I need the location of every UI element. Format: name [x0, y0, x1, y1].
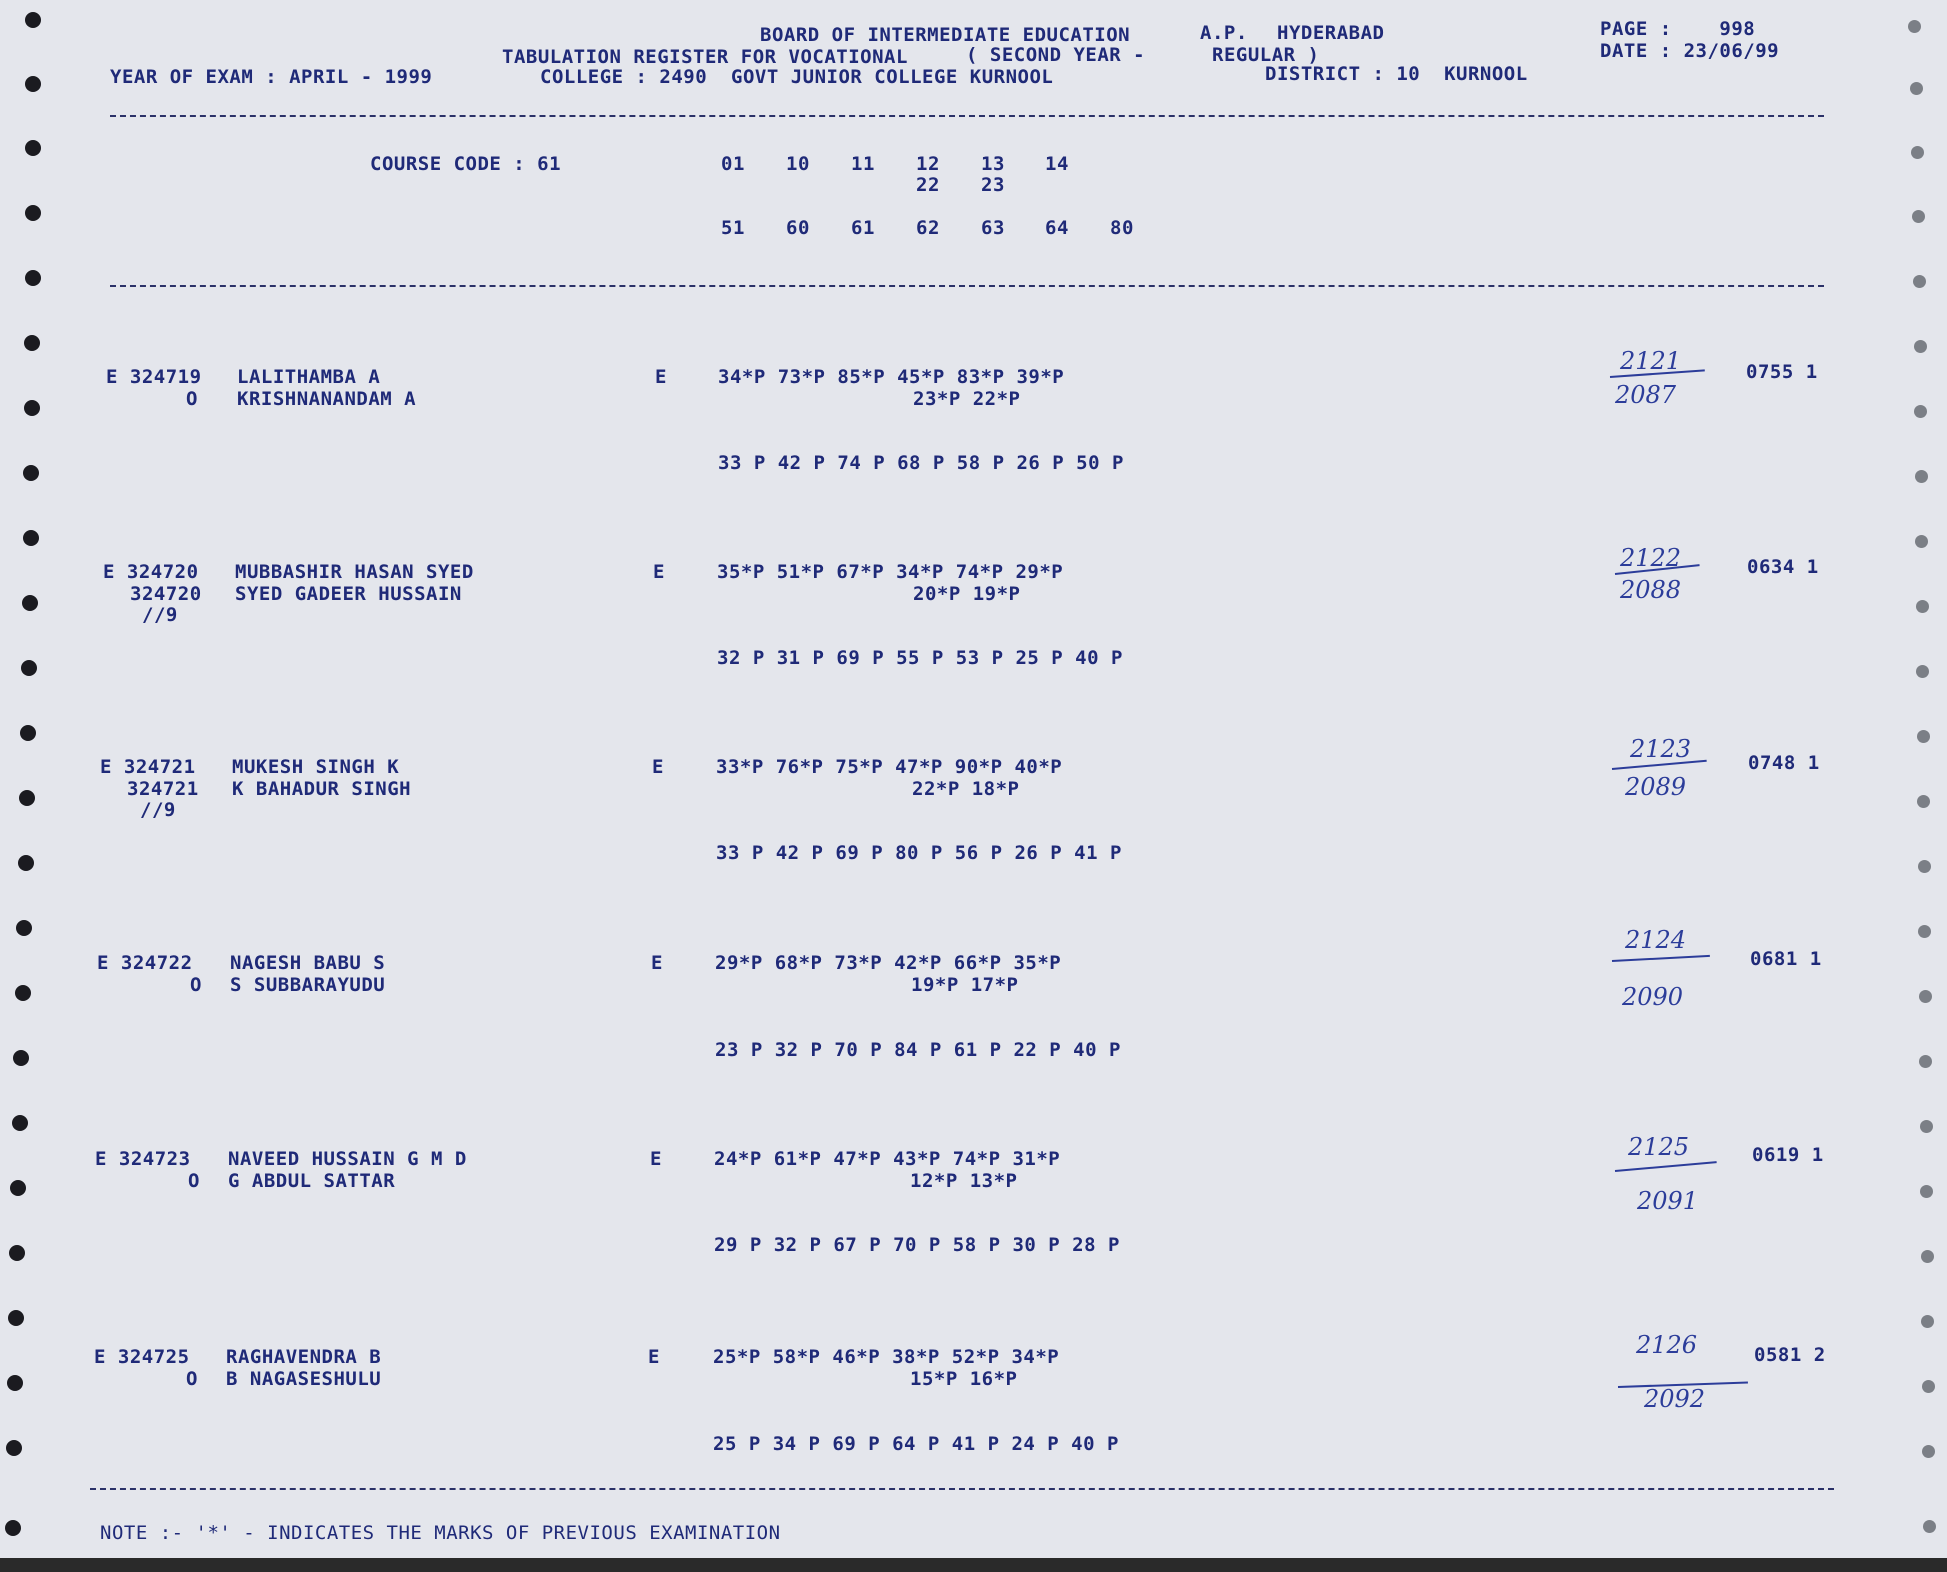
medium: E: [651, 952, 663, 974]
feed-hole: [1923, 1520, 1936, 1533]
student-name: NAVEED HUSSAIN G M D: [228, 1148, 467, 1170]
marks-line-1: 25*P 58*P 46*P 38*P 52*P 34*P: [713, 1346, 1060, 1368]
feed-hole: [1920, 1185, 1933, 1198]
handwritten-top: 2121: [1620, 347, 1682, 375]
feed-hole: [1914, 340, 1927, 353]
marks-line-2: 20*P 19*P: [913, 583, 1021, 605]
code: 51: [721, 217, 745, 239]
feed-hole: [12, 1115, 28, 1131]
feed-hole: [7, 1375, 23, 1391]
marks-line-2: 15*P 16*P: [910, 1368, 1018, 1390]
marks-line-2: 22*P 18*P: [912, 778, 1020, 800]
handwritten-top: 2126: [1636, 1331, 1698, 1359]
feed-hole: [25, 12, 41, 28]
print-date: DATE : 23/06/99: [1600, 40, 1780, 62]
marks-line-1: 33*P 76*P 75*P 47*P 90*P 40*P: [716, 756, 1063, 778]
code: 60: [786, 217, 810, 239]
register-title: TABULATION REGISTER FOR VOCATIONAL: [502, 46, 908, 68]
handwritten-fraction-line: [1612, 955, 1710, 962]
feed-hole: [16, 920, 32, 936]
feed-hole: [1917, 795, 1930, 808]
feed-hole: [1920, 1120, 1933, 1133]
feed-hole: [1914, 405, 1927, 418]
feed-hole: [18, 855, 34, 871]
feed-hole: [25, 140, 41, 156]
marks-line-3: 32 P 31 P 69 P 55 P 53 P 25 P 40 P: [717, 647, 1123, 669]
medium: E: [655, 366, 667, 388]
code: 62: [916, 217, 940, 239]
feed-hole: [22, 595, 38, 611]
code: 11: [851, 153, 875, 175]
handwritten-top: 2125: [1628, 1133, 1690, 1161]
marks-line-1: 34*P 73*P 85*P 45*P 83*P 39*P: [718, 366, 1065, 388]
handwritten-top: 2122: [1620, 544, 1682, 572]
handwritten-top: 2124: [1625, 926, 1687, 954]
extra-note: //9: [140, 799, 176, 821]
code: 80: [1110, 217, 1134, 239]
sub-number: O: [186, 1368, 198, 1390]
student-record: [0, 1133, 1947, 1268]
handwritten-bottom: 2091: [1637, 1187, 1699, 1215]
student-name: RAGHAVENDRA B: [226, 1346, 382, 1368]
regular-label: REGULAR ): [1212, 44, 1320, 66]
marks-line-2: 12*P 13*P: [910, 1170, 1018, 1192]
feed-hole: [1919, 1055, 1932, 1068]
feed-hole: [1921, 1315, 1934, 1328]
feed-hole: [1915, 535, 1928, 548]
feed-hole: [1913, 275, 1926, 288]
code: 13: [981, 153, 1005, 175]
sub-number: O: [186, 388, 198, 410]
course-divider: [110, 285, 1824, 287]
feed-hole: [1910, 82, 1923, 95]
feed-hole: [1918, 925, 1931, 938]
student-record: [0, 347, 1947, 486]
marks-line-3: 33 P 42 P 74 P 68 P 58 P 26 P 50 P: [718, 452, 1124, 474]
parent-name: SYED GADEER HUSSAIN: [235, 583, 462, 605]
parent-name: B NAGASESHULU: [226, 1368, 382, 1390]
board-title: BOARD OF INTERMEDIATE EDUCATION: [760, 24, 1131, 46]
roll-number: E 324723: [95, 1148, 191, 1170]
feed-hole: [25, 205, 41, 221]
medium: E: [650, 1148, 662, 1170]
marks-line-3: 29 P 32 P 67 P 70 P 58 P 30 P 28 P: [714, 1234, 1120, 1256]
feed-hole: [1915, 470, 1928, 483]
roll-number: E 324719: [106, 366, 202, 388]
code: 64: [1045, 217, 1069, 239]
extra-note: //9: [142, 604, 178, 626]
total-result: 0681 1: [1750, 948, 1822, 970]
code: 23: [981, 174, 1005, 196]
feed-hole: [1921, 1250, 1934, 1263]
medium: E: [653, 561, 665, 583]
feed-hole: [1916, 600, 1929, 613]
total-result: 0581 2: [1754, 1344, 1826, 1366]
feed-hole: [10, 1180, 26, 1196]
marks-line-3: 25 P 34 P 69 P 64 P 41 P 24 P 40 P: [713, 1433, 1119, 1455]
roll-number: E 324720: [103, 561, 199, 583]
roll-number: E 324725: [94, 1346, 190, 1368]
medium: E: [652, 756, 664, 778]
feed-hole: [6, 1440, 22, 1456]
year-type: ( SECOND YEAR -: [966, 44, 1146, 66]
code: 14: [1045, 153, 1069, 175]
feed-hole: [24, 335, 40, 351]
feed-hole: [5, 1520, 21, 1536]
feed-hole: [1919, 990, 1932, 1003]
parent-name: K BAHADUR SINGH: [232, 778, 412, 800]
code: 12: [916, 153, 940, 175]
feed-hole: [9, 1245, 25, 1261]
marks-line-3: 23 P 32 P 70 P 84 P 61 P 22 P 40 P: [715, 1039, 1121, 1061]
code: 61: [851, 217, 875, 239]
feed-hole: [1922, 1445, 1935, 1458]
college-info: COLLEGE : 2490 GOVT JUNIOR COLLEGE KURNOOL: [540, 66, 1054, 88]
feed-hole: [1911, 146, 1924, 159]
feed-hole: [21, 660, 37, 676]
feed-hole: [8, 1310, 24, 1326]
feed-hole: [19, 790, 35, 806]
marks-line-1: 29*P 68*P 73*P 42*P 66*P 35*P: [715, 952, 1062, 974]
parent-name: KRISHNANANDAM A: [237, 388, 417, 410]
roll-number: E 324721: [100, 756, 196, 778]
marks-line-2: 19*P 17*P: [911, 974, 1019, 996]
student-record: [0, 544, 1947, 681]
course-code-label: COURSE CODE : 61: [370, 153, 562, 175]
page-bottom-edge: [0, 1558, 1947, 1572]
feed-hole: [15, 985, 31, 1001]
marks-line-3: 33 P 42 P 69 P 80 P 56 P 26 P 41 P: [716, 842, 1122, 864]
year-of-exam: YEAR OF EXAM : APRIL - 1999: [110, 66, 433, 88]
handwritten-bottom: 2092: [1644, 1385, 1706, 1413]
district-info: DISTRICT : 10 KURNOOL: [1265, 63, 1528, 85]
feed-hole: [1916, 665, 1929, 678]
handwritten-bottom: 2088: [1620, 576, 1682, 604]
parent-name: S SUBBARAYUDU: [230, 974, 386, 996]
code: 10: [786, 153, 810, 175]
footer-divider: [90, 1488, 1834, 1490]
feed-hole: [25, 76, 41, 92]
student-record: [0, 1331, 1947, 1466]
handwritten-top: 2123: [1630, 735, 1692, 763]
marks-line-2: 23*P 22*P: [913, 388, 1021, 410]
feed-hole: [23, 465, 39, 481]
footer-note: NOTE :- '*' - INDICATES THE MARKS OF PREVIOUS EXAMINATION: [100, 1522, 781, 1544]
marks-line-1: 24*P 61*P 47*P 43*P 74*P 31*P: [714, 1148, 1061, 1170]
student-name: MUKESH SINGH K: [232, 756, 400, 778]
total-result: 0619 1: [1752, 1144, 1824, 1166]
student-record: [0, 926, 1947, 1072]
sub-number: 324721: [127, 778, 199, 800]
feed-hole: [23, 530, 39, 546]
feed-hole: [1908, 20, 1921, 33]
marks-line-1: 35*P 51*P 67*P 34*P 74*P 29*P: [717, 561, 1064, 583]
feed-hole: [24, 400, 40, 416]
total-result: 0748 1: [1748, 752, 1820, 774]
feed-hole: [1922, 1380, 1935, 1393]
code: 22: [916, 174, 940, 196]
feed-hole: [1912, 210, 1925, 223]
page-number: PAGE : 998: [1600, 18, 1756, 40]
total-result: 0634 1: [1747, 556, 1819, 578]
parent-name: G ABDUL SATTAR: [228, 1170, 396, 1192]
sub-number: O: [188, 1170, 200, 1192]
handwritten-bottom: 2087: [1615, 381, 1677, 409]
handwritten-fraction-line: [1615, 1161, 1717, 1172]
header-divider: [110, 115, 1824, 117]
code: 01: [721, 153, 745, 175]
feed-hole: [1918, 860, 1931, 873]
roll-number: E 324722: [97, 952, 193, 974]
feed-hole: [1917, 730, 1930, 743]
total-result: 0755 1: [1746, 361, 1818, 383]
student-name: LALITHAMBA A: [237, 366, 381, 388]
medium: E: [648, 1346, 660, 1368]
student-name: MUBBASHIR HASAN SYED: [235, 561, 474, 583]
board-state: A.P.: [1200, 22, 1248, 44]
feed-hole: [20, 725, 36, 741]
handwritten-bottom: 2089: [1625, 773, 1687, 801]
sub-number: O: [190, 974, 202, 996]
feed-hole: [25, 270, 41, 286]
student-record: [0, 735, 1947, 876]
sub-number: 324720: [130, 583, 202, 605]
code: 63: [981, 217, 1005, 239]
board-city: HYDERABAD: [1277, 22, 1385, 44]
handwritten-bottom: 2090: [1622, 983, 1684, 1011]
feed-hole: [13, 1050, 29, 1066]
student-name: NAGESH BABU S: [230, 952, 386, 974]
